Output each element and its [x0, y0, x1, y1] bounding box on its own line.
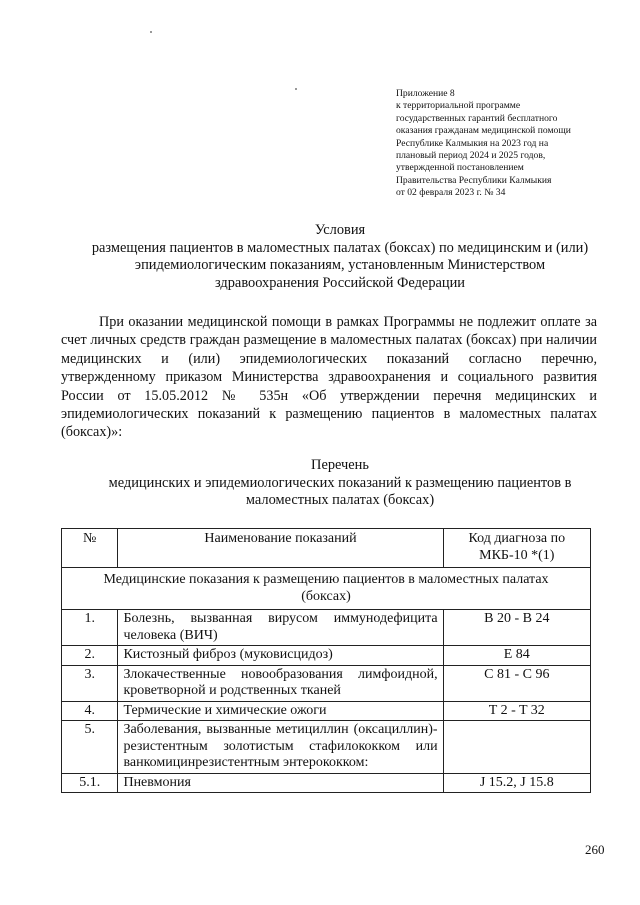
row-num: 3.	[62, 665, 118, 701]
appendix-line: Правительства Республики Калмыкия	[396, 174, 552, 186]
heading-line: Перечень	[311, 457, 369, 473]
row-name: Злокачественные новообразования лимфоидной, кроветворной и родственных тканей	[118, 665, 443, 701]
appendix-line: Республике Калмыкия на 2023 год на	[396, 137, 549, 149]
header-code-line: МКБ-10 *(1)	[479, 547, 555, 563]
appendix-line: государственных гарантий бесплатного	[396, 112, 558, 124]
table-header-row	[62, 529, 591, 568]
header-code-line: Код диагноза по	[468, 531, 566, 546]
heading-line: здравоохранения Российской Федерации	[214, 274, 466, 291]
scan-speck	[150, 31, 152, 33]
row-num: 2.	[62, 646, 118, 666]
intro-paragraph: При оказании медицинской помощи в рамках Программы не подлежит оплате за счет личных средств граждан размещение в маломестных палатах (боксах) при наличии медицинских и (или) эпидемиологических показаний согласно перечню, утвержденному приказом Министерства здравоохранения и социального развития России от 15.05.2012 № 535н «Об утверждении перечня медицинских и эпидемиологических показаний к размещению пациентов в маломестных палатах (боксах)»:	[61, 314, 597, 441]
appendix-line: утвержденной постановлением	[396, 162, 524, 174]
header-num: №	[62, 529, 118, 568]
header-code	[443, 529, 590, 568]
table-row	[62, 665, 591, 701]
appendix-line: плановый период 2024 и 2025 годов,	[396, 150, 546, 162]
row-code: T 2 - T 32	[443, 701, 590, 721]
row-name: Кистозный фиброз (муковисцидоз)	[118, 646, 443, 666]
indications-table	[61, 528, 591, 793]
row-name: Пневмония	[118, 773, 443, 793]
table-row	[62, 773, 591, 793]
section-row	[62, 568, 591, 610]
appendix-line: оказания гражданам медицинской помощи	[396, 125, 571, 137]
table-row	[62, 701, 591, 721]
heading-line: маломестных палатах (боксах)	[245, 492, 435, 508]
appendix-line: от 02 февраля 2023 г. № 34	[396, 187, 506, 199]
row-code: J 15.2, J 15.8	[443, 773, 590, 793]
appendix-note	[396, 88, 626, 200]
heading-line: размещения пациентов в маломестных палатах (боксах) по медицинским и (или)	[91, 239, 589, 256]
heading-line: медицинских и эпидемиологических показаний к размещению пациентов в	[108, 474, 572, 491]
section-label: Медицинские показания к размещению пациентов в маломестных палатах (боксах)	[62, 568, 591, 610]
heading-line: Условия	[314, 222, 366, 238]
table-row	[62, 610, 591, 646]
row-name: Термические и химические ожоги	[118, 701, 443, 721]
appendix-line: Приложение 8	[396, 88, 455, 99]
row-num: 5.1.	[62, 773, 118, 793]
scan-speck	[295, 88, 297, 90]
conditions-heading	[60, 222, 620, 292]
table-row	[62, 721, 591, 774]
row-num: 5.	[62, 721, 118, 774]
table-row	[62, 646, 591, 666]
row-code: C 81 - C 96	[443, 665, 590, 701]
page-number: 260	[585, 842, 605, 857]
heading-line: эпидемиологическим показаниям, установленным Министерством	[134, 257, 546, 273]
row-code: E 84	[443, 646, 590, 666]
row-name: Болезнь, вызванная вирусом иммунодефицита человека (ВИЧ)	[118, 610, 443, 646]
appendix-line: к территориальной программе	[396, 100, 521, 112]
row-name: Заболевания, вызванные метициллин (оксациллин)-резистентным золотистым стафилококком или ванкомицинрезистентным энтерококком:	[118, 721, 443, 774]
header-name: Наименование показаний	[118, 529, 443, 568]
row-code: B 20 - B 24	[443, 610, 590, 646]
row-num: 4.	[62, 701, 118, 721]
row-num: 1.	[62, 610, 118, 646]
list-heading	[60, 457, 620, 510]
row-code	[443, 721, 590, 774]
